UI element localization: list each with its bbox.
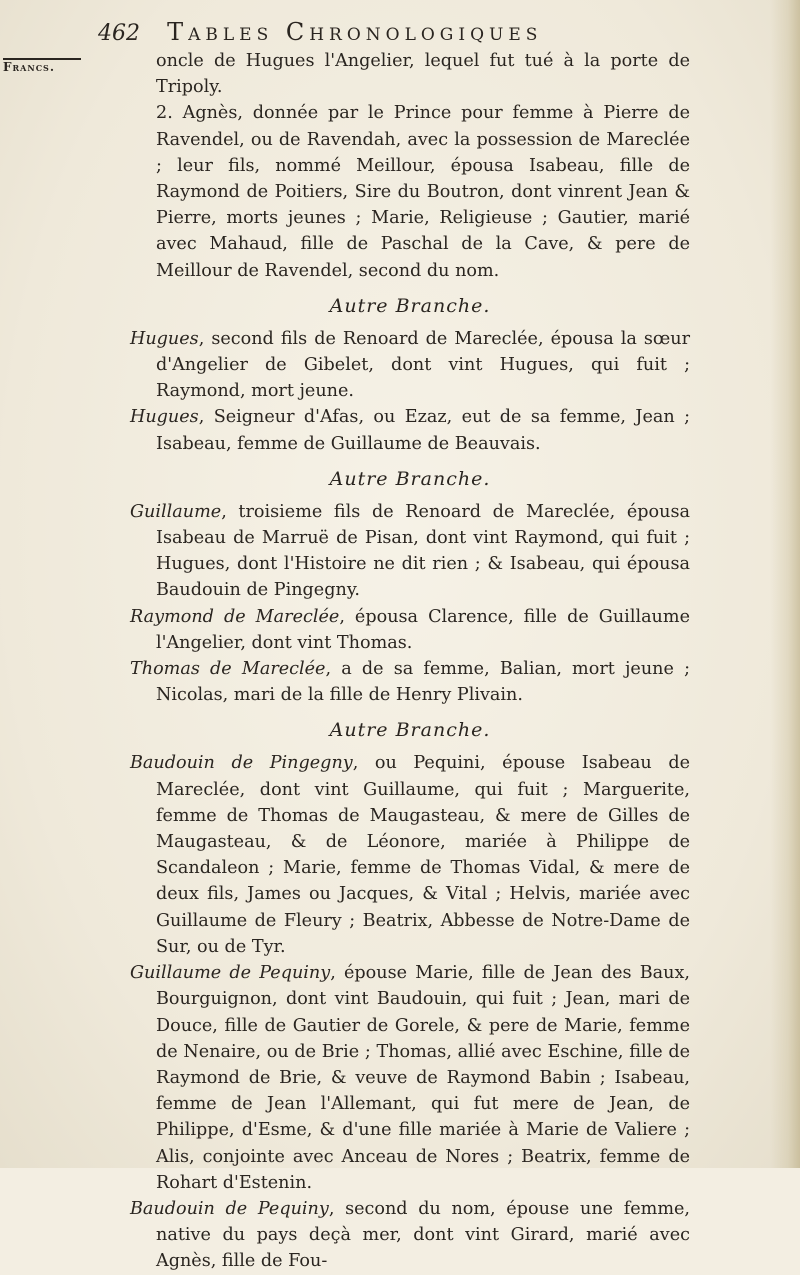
entry-text: , second du nom, épouse une femme, native du pays deçà mer, dont vint Girard, marié avec Agnès, fille de Fou-	[156, 1198, 691, 1272]
entry-text: oncle de Hugues l'Angelier, lequel fut tué à la porte de Tripoly.	[156, 51, 690, 98]
entry-name: Guillaume	[130, 501, 222, 522]
entry-text: 2. Agnès, donnée par le Prince pour femme à Pierre de Ravendel, ou de Ravendah, avec la possession de Mareclée ; leur fils, nommé Meillour, épousa Isabeau, fille de Raymond de Poitiers, Sire du Boutron, dont vinrent Jean & Pierre, morts jeunes ; Marie, Religieuse ; Gautier, marié avec Mahaud, fille de Paschal de la Cave, & pere de Meillour de Ravendel, second du nom.	[156, 103, 690, 281]
entry-name: Baudouin de Pequiny	[130, 1198, 329, 1219]
entry-name: Hugues	[130, 407, 199, 428]
genealogy-entry	[130, 656, 690, 708]
genealogy-entry	[130, 404, 690, 456]
running-head	[98, 18, 678, 48]
entry-name: Guillaume de Pequiny	[130, 963, 331, 984]
section-heading: Autre Branche.	[329, 294, 491, 317]
entry-text: , troisieme fils de Renoard de Mareclée, épousa Isabeau de Marruë de Pisan, dont vint Raymond, qui fuit ; Hugues, dont l'Histoire ne dit rien ; & Isabeau, qui épousa Baudouin de Pingegny.	[156, 501, 690, 601]
entry-text: , épousa Clarence, fille de Guillaume l'Angelier, dont vint Thomas.	[156, 606, 690, 653]
entry-text: , ou Pequini, épouse Isabeau de Mareclée, dont vint Guillaume, qui fuit ; Marguerite, femme de Thomas de Maugasteau, & mere de Gilles de Maugasteau, & de Léonore, mariée à Philippe de Scandaleon ; Marie, femme de Thomas Vidal, & mere de deux fils, James ou Jacques, & Vital ; Helvis, mariée avec Guillaume de Fleury ; Beatrix, Abbesse de Notre-Dame de Sur, ou de Tyr.	[156, 753, 690, 957]
genealogy-entry	[130, 960, 690, 1196]
section-heading: Autre Branche.	[329, 719, 491, 742]
genealogy-entry	[130, 100, 690, 283]
genealogy-entry	[130, 604, 690, 656]
genealogy-entry	[130, 1196, 690, 1275]
page-edge-shadow	[770, 0, 800, 1168]
entry-name: Baudouin de Pingegny	[130, 753, 353, 774]
genealogy-entry	[130, 499, 690, 604]
entry-text: , a de sa femme, Balian, mort jeune ; Nicolas, mari de la fille de Henry Plivain.	[156, 659, 690, 706]
genealogy-entry	[130, 750, 690, 960]
entry-name: Raymond de Mareclée	[130, 606, 340, 627]
page-number: 462	[98, 21, 140, 46]
entry-name: Hugues	[130, 328, 199, 349]
genealogy-entry	[130, 326, 690, 405]
entry-text: , second fils de Renoard de Mareclée, épousa la sœur d'Angelier de Gibelet, dont vint Hugues, qui fuit ; Raymond, mort jeune.	[156, 328, 690, 402]
entry-text: , Seigneur d'Afas, ou Ezaz, eut de sa femme, Jean ; Isabeau, femme de Guillaume de Beauvais.	[156, 407, 690, 454]
section-heading: Autre Branche.	[329, 467, 491, 490]
body-text	[130, 48, 690, 1275]
running-title: Tables Chronologiques	[167, 18, 543, 46]
genealogy-entry	[130, 48, 690, 100]
entry-text: , épouse Marie, fille de Jean des Baux, Bourguignon, dont vint Baudouin, qui fuit ; Jean, mari de Douce, fille de Gautier de Gorele, & pere de Marie, femme de Nenaire, ou de Brie ; Thomas, allié avec Eschine, fille de Raymond de Brie, & veuve de Raymond Babin ; Isabeau, femme de Jean l'Allemant, qui fut mere de Jean, de Philippe, d'Esme, & d'une fille mariée à Marie de Valiere ; Alis, conjointe avec Anceau de Nores ; Beatrix, femme de Rohart d'Estenin.	[156, 963, 690, 1193]
margin-note: Francs.	[3, 60, 56, 74]
entry-name: Thomas de Mareclée	[130, 659, 326, 680]
